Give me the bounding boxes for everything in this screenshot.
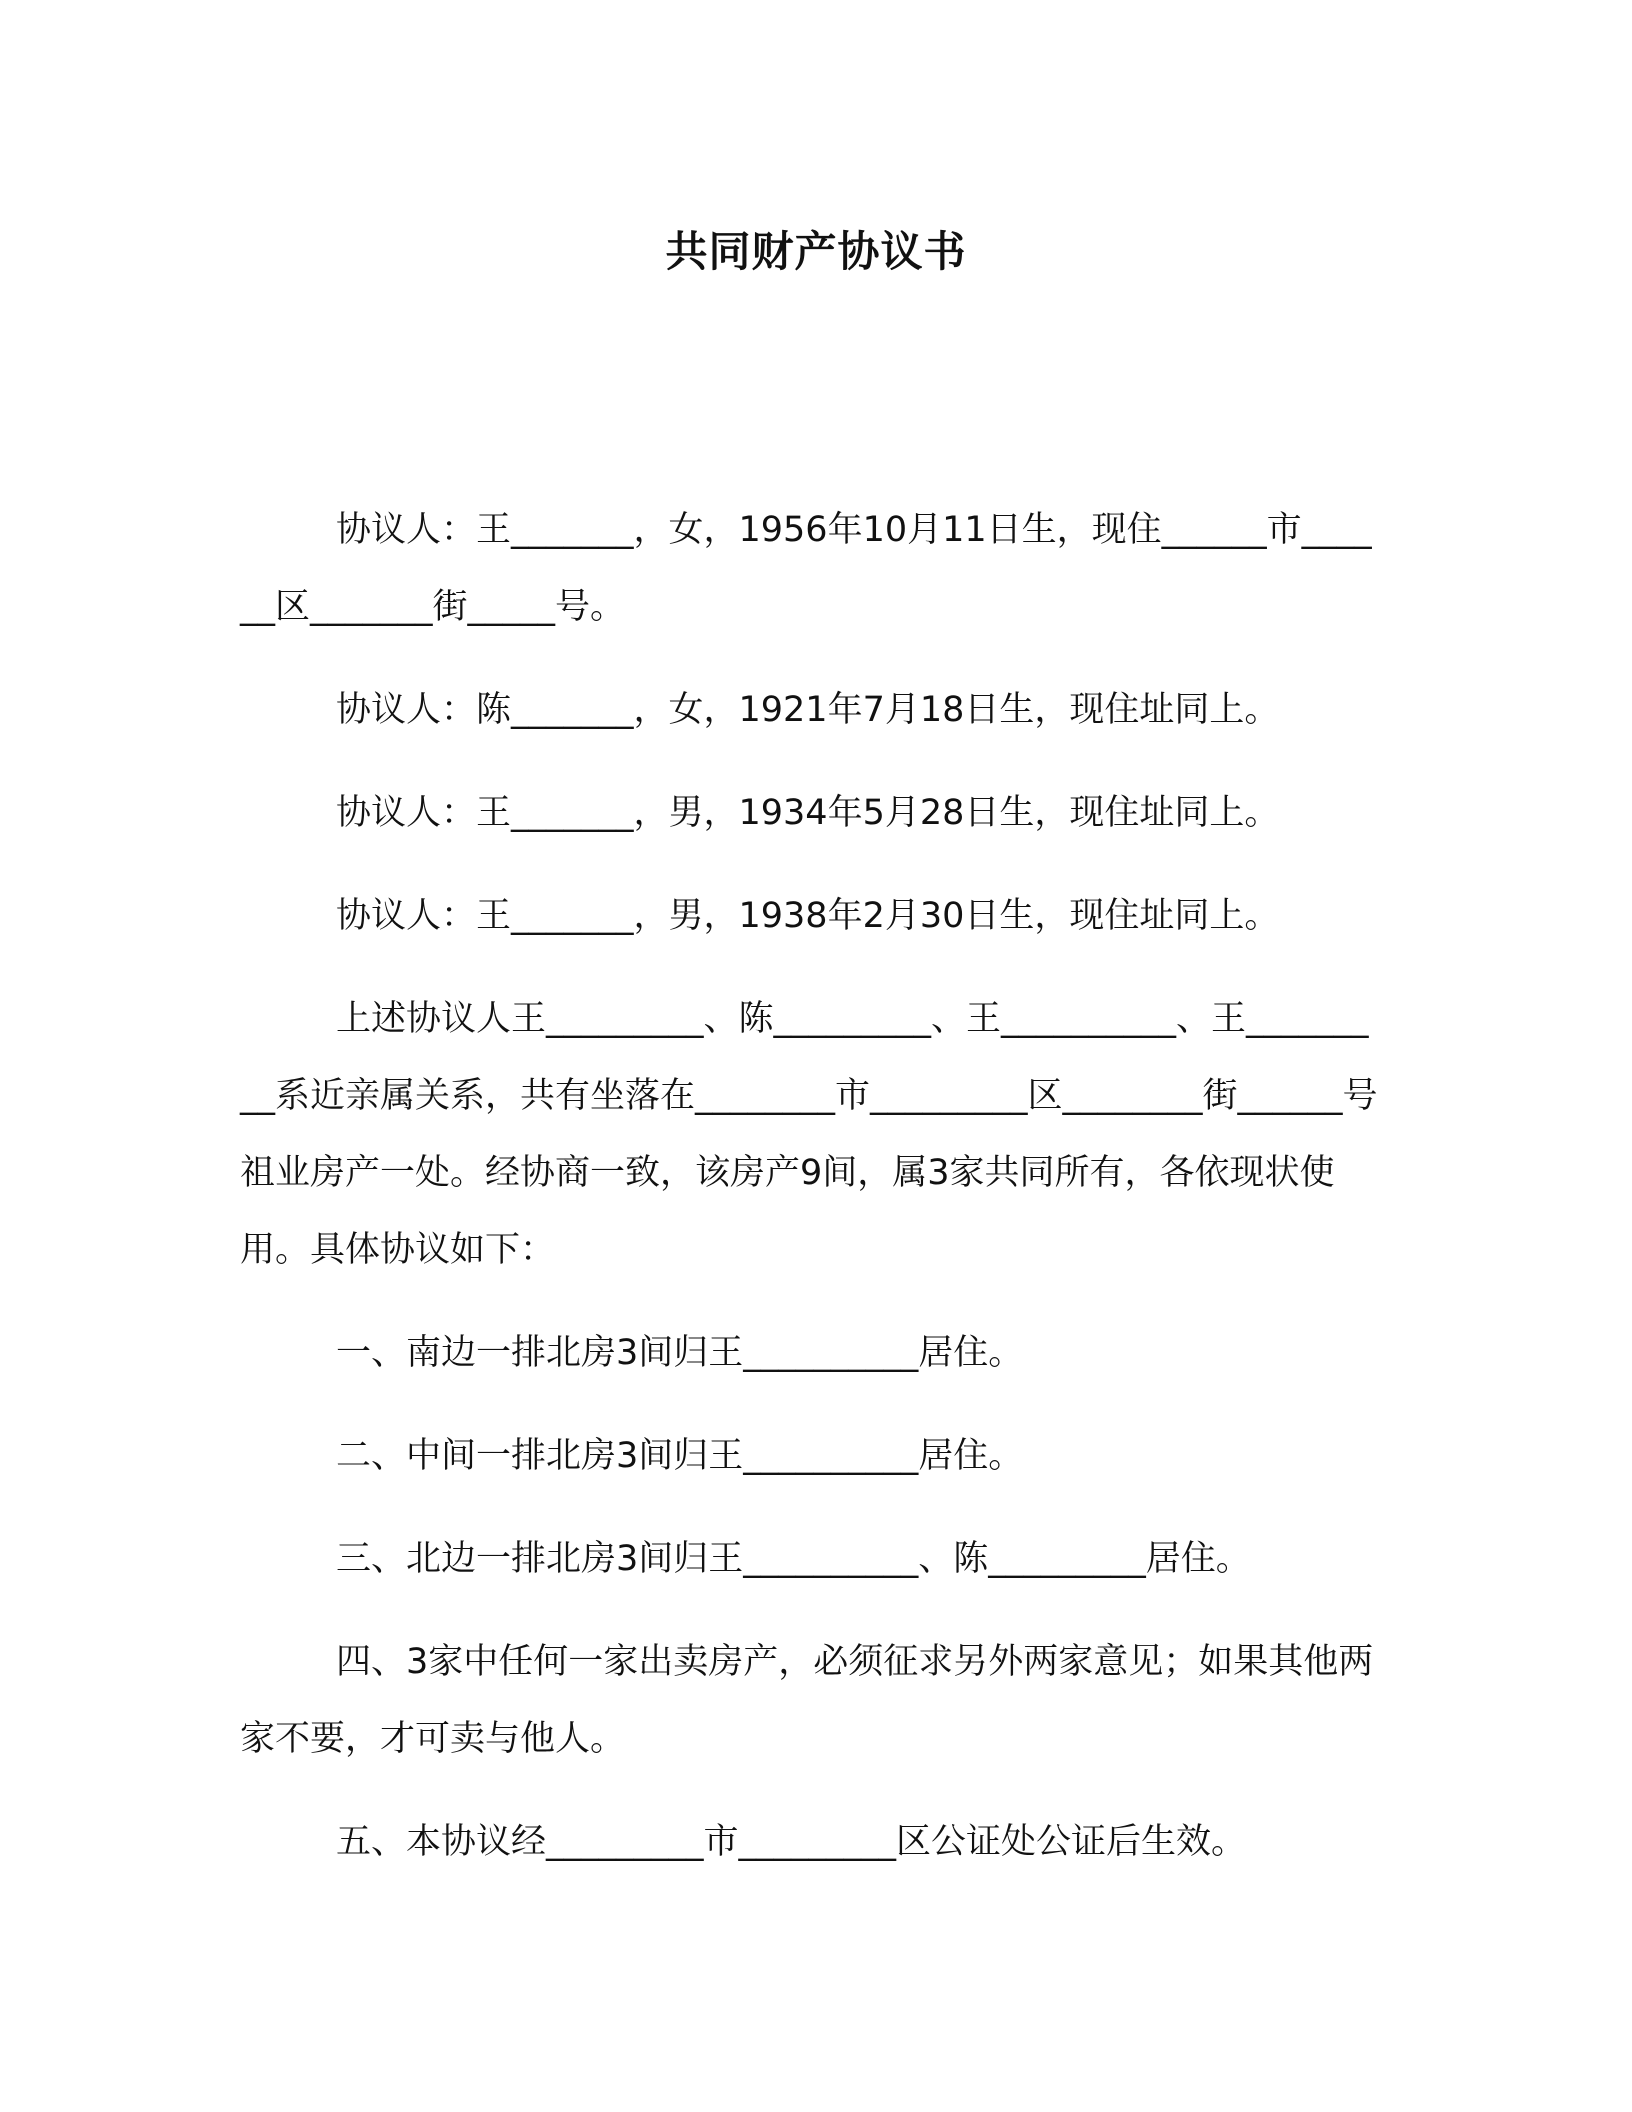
- party-paragraph-2: 协议人：陈_______，女，1921年7月18日生，现住址同上。: [336, 690, 1280, 730]
- clause-1: 一、南边一排北房3间归王__________居住。: [336, 1333, 1024, 1373]
- document-title: 共同财产协议书: [665, 227, 967, 276]
- preamble-paragraph: 上述协议人王_________、陈_________、王__________、王_________系近亲属关系，共有坐落在________市_________区________街______号祖业房产一处。经协商一致，该房产9间，属3家共同所有，各依现状使用。具体协议如下：: [240, 999, 1378, 1270]
- clause-4: 四、3家中任何一家出卖房产，必须征求另外两家意见；如果其他两家不要，才可卖与他人。: [240, 1642, 1374, 1759]
- party-paragraph-1: 协议人：王_______，女，1956年10月11日生，现住______市______区_______街_____号。: [240, 510, 1372, 627]
- clause-2: 二、中间一排北房3间归王__________居住。: [336, 1436, 1024, 1476]
- clause-5: 五、本协议经_________市_________区公证处公证后生效。: [336, 1822, 1247, 1862]
- party-paragraph-3: 协议人：王_______，男，1934年5月28日生，现住址同上。: [336, 793, 1280, 833]
- document-body: [240, 492, 1380, 1907]
- party-paragraph-4: 协议人：王_______，男，1938年2月30日生，现住址同上。: [336, 896, 1280, 936]
- clause-3: 三、北边一排北房3间归王__________、陈_________居住。: [336, 1539, 1251, 1579]
